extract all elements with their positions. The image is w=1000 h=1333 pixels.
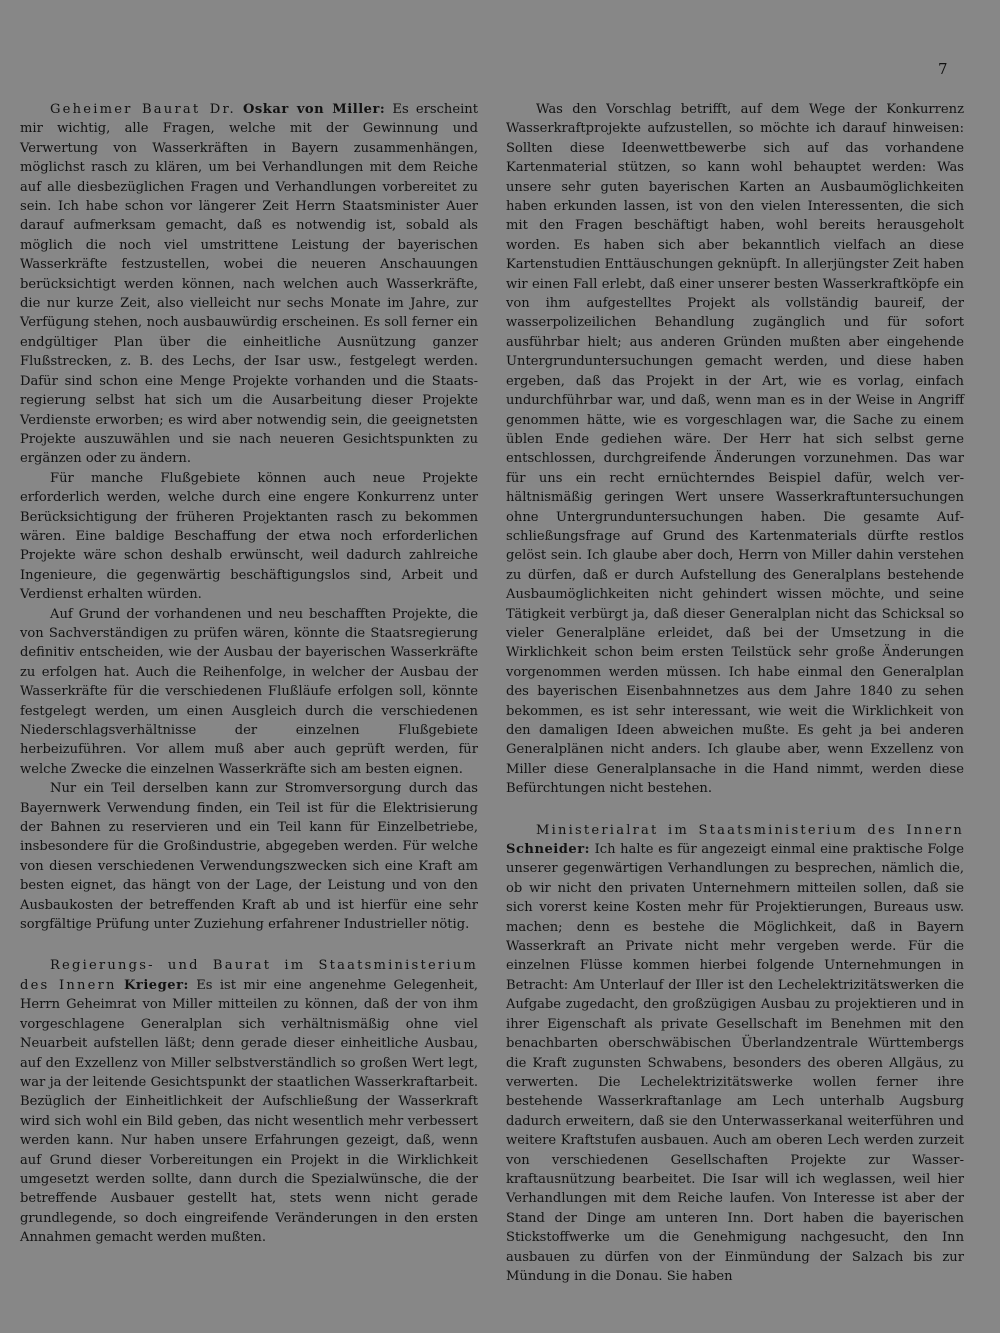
page-number: 7 (938, 60, 948, 78)
speaker-name: Krieger: (124, 977, 189, 993)
speaker-role: Regierungs- und Baurat im Staatsministerium des Innern (20, 958, 478, 993)
speaker-name: Oskar von Miller: (243, 102, 386, 117)
speech-schneider (506, 821, 964, 1287)
paragraph: Für manche Flußgebiete können auch neue Projekte erforderlich werden, welche durch eine engere Konkurrenz unter Berücksichtigung der früheren Projektanten rasch zu bekommen wären. Eine baldige Beschaffung der etwa noch erforderlichen Projekte wäre schon deshalb erwünscht, weil dadurch zahlreiche Ingenieure, die gegenwärtig beschäftigungslos sind, Arbeit und Verdienst erhalten würden. (20, 470, 478, 603)
speech-text: Ich halte es für angezeigt einmal eine praktische Folge unserer gegenwärtigen Verhandlungen zu besprechen, nämlich die, ob wir nicht den privaten Unternehmern mitteilen sollen, daß sie sich vorerst keine Kosten mehr für Projektierungen, Bureaus usw. machen; denn es bestehe die Möglichkeit, daß in Bayern Wasserkraft an Private nicht mehr vergeben werde. Für die einzelnen Flüsse kommen hierbei folgende Unternehmungen in Betracht: Am Unterlauf der Iller ist den Lechelektrizitätswerken die Aufgabe zugedacht, den großzügigen Ausbau zu projektieren und in ihrer Eigenschaft als private Gesellschaft im Benehmen mit den benachbarten oberschwäbischen Überlandzentrale Württembergs die Kraft zugunsten Schwabens, besonders des oberen Allgäus, zu verwerten. Die Lechelektrizitätswerke wollen ferner ihre bestehende Wasserkraftanlage am Lech unterhalb Augsburg dadurch erweitern, daß sie den Unterwasserkanal weiterführen und weitere Kraftstufen ausbauen. Auch am oberen Lech werden zurzeit von verschiedenen Gesellschaften Projekte zur Wasserkraftausnützung bearbeitet. Die Isar will ich weglassen, weil hier Verhandlungen mit dem Reiche laufen. Von Interesse ist aber der Stand der Dinge am unteren Inn. Dort haben die bayerischen Stickstoffwerke um die Genehmigung nachgesucht, den Inn ausbauen zu dürfen von der Einmündung der Salzach bis zur Mündung in die Donau. Sie haben (506, 842, 964, 1284)
speech-text: Es erscheint mir wichtig, alle Fragen, welche mit der Gewinnung und Verwertung von Wasserkräften in Bayern zusammenhängen, möglichst rasch zu klären, um bei Verhandlungen mit dem Reiche auf alle diesbezüglichen Fragen und Verhandlungen vorbereitet zu sein. Ich habe schon vor längerer Zeit Herrn Staatsminister Auer darauf aufmerksam gemacht, daß es notwendig ist, sobald als möglich die noch viel umstrittene Leistung der bayerischen Wasserkräfte festzustellen, wobei die neueren Anschauungen berücksichtigt werden können, nach welchen auch Wasserkräfte, die nur kurze Zeit, also vielleicht nur sechs Monate im Jahre, zur Verfügung stehen, noch ausbauwürdig erscheinen. Es soll ferner ein endgültiger Plan über die einheitliche Ausnützung ganzer Flußstrecken, z. B. des Lechs, der Isar usw., festgelegt werden. Dafür sind schon eine Menge Projekte vorhanden und die Staatsregierung selbst hat sich um die Ausarbeitung dieser Projekte Verdienste erworben; es wird aber notwendig sein, die geeignetsten Projekte auszuwählen und sie nach neueren Gesichtspunkten zu ergänzen oder zu ändern. (20, 102, 478, 467)
text-columns (20, 100, 964, 1284)
speech-text: Es ist mir eine angenehme Gelegenheit, Herrn Geheimrat von Miller mitteilen zu können, daß der von ihm vorgeschlagene Generalplan sich verhältnismäßig ohne viel Neuarbeit aufstellen läßt; denn gerade dieser einheitliche Ausbau, auf den Exzellenz von Miller selbstverständlich so großen Wert legt, war ja der leitende Gesichtspunkt der staatlichen Wasserkraftarbeit. Bezüglich der Einheitlichkeit der Aufschließung der Wasserkraft wird sich wohl ein Bild geben, das nicht wesentlich mehr verbessert werden kann. Nur haben unsere Erfahrungen gezeigt, daß, wenn auf Grund dieser Vorbereitungen ein Projekt in die Wirklichkeit umgesetzt werden sollte, dann durch die Spezialwünsche, die der betreffende Ausbauer gestellt hat, stets wenn nicht gerade grundlegende, so doch eingreifende Veränderungen in den ersten Annahmen gemacht werden mußten. (20, 977, 479, 1246)
speech-miller (20, 100, 478, 469)
left-column (20, 100, 478, 1270)
speech-krieger (20, 956, 478, 1247)
speaker-name: Schneider: (506, 842, 590, 858)
paragraph: Nur ein Teil derselben kann zur Stromversorgung durch das Bayernwerk Verwendung finden, ein Teil ist für die Elektrisierung der Bahnen zu reservieren und ein Teil kann für Einzelbetriebe, insbesondere für die Großindustrie, abgegeben werden. Für welche von diesen verschiedenen Verwendungszwecken sich eine Kraft am besten eignet, das hängt von der Lage, der Leistung und von den Ausbaukosten der betreffenden Kraft ab und ist hierfür eine sehr sorgfältige Prüfung unter Zuziehung erfahrener Industrieller nötig. (20, 781, 478, 933)
speaker-role: Ministerialrat im Staatsministerium des Innern (536, 822, 964, 838)
paragraph: Was den Vorschlag betrifft, auf dem Wege der Konkurrenz Wasserkraftprojekte aufzustellen, so möchte ich darauf hinweisen: Sollten diese Ideenwettbewerbe sich auf das vorhandene Kartenmaterial stützen, so kann wohl behauptet werden: Was unsere sehr guten bayerischen Karten an Ausbaumöglichkeiten haben erkunden lassen, ist von den vielen Interessenten, die sich mit den Fragen beschäftigt haben, wohl bereits herausgeholt worden. Es haben sich aber bekanntlich vielfach an diese Kartenstudien Enttäuschungen geknüpft. In allerjüngster Zeit haben wir einen Fall erlebt, daß einer unserer besten Wasserkraftköpfe ein von ihm aufgestelltes Projekt als vollständig baureif, der wasserpolizeilichen Behandlung zugänglich und für sofort ausführbar hielt; aus anderen Gründen mußten aber eingehende Untergrunduntersuchungen gemacht werden, und diese haben ergeben, daß das Projekt in der Art, wie es vorlag, einfach undurchführbar war, und daß, wenn man es in der Weise in Angriff genommen hätte, wie es vorgeschlagen war, die Sache zu einem üblen Ende gediehen wäre. Der Herr hat sich selbst gerne entschlossen, durchgreifende Änderungen vorzunehmen. Das war für uns ein recht ernüchterndes Beispiel dafür, welch verhältnismäßig geringen Wert unsere Wasserkraftuntersuchungen ohne Untergrunduntersuchungen haben. Die gesamte Aufschließungsfrage auf Grund des Kartenmaterials dürfte restlos gelöst sein. Ich glaube aber doch, Herrn von Miller dahin verstehen zu dürfen, daß er durch Aufstellung des Generalplans bestehende Ausbaumöglichkeiten nicht gehindert wissen möchte, und seine Tätigkeit verbürgt ja, daß dieser Generalplan nicht das Schicksal so vieler Generalpläne erleidet, daß bei der Umsetzung in die Wirklichkeit schon beim ersten Teilstück sehr große Änderungen vorgenommen werden müssen. Ich habe einmal den Generalplan des bayerischen Eisenbahnnetzes aus dem Jahre 1840 zu sehen bekommen, es ist sehr interessant, wie weit die Wirklichkeit von den damaligen Ideen abweichen mußte. Es geht ja bei anderen Generalplänen nicht anders. Ich glaube aber, wenn Exzellenz von Miller diese Generalplansache in die Hand nimmt, werden diese Befürchtungen nicht bestehen. (506, 102, 964, 797)
right-column (506, 100, 964, 1284)
speaker-role: Geheimer Baurat Dr. (50, 102, 236, 117)
paragraph: Auf Grund der vorhandenen und neu beschafften Projekte, die von Sachverständigen zu prüfen wären, könnte die Staatsregierung definitiv entscheiden, wie der Ausbau der bayerischen Wasserkräfte zu erfolgen hat. Auch die Reihenfolge, in welcher der Ausbau der Wasserkräfte für die verschiedenen Flußläufe erfolgen soll, könnte festgelegt werden, um einen Ausgleich durch die verschiedenen Niederschlagsverhältnisse der einzelnen Flußgebiete herbeizuführen. Vor allem muß aber auch geprüft werden, für welche Zwecke die einzelnen Wasserkräfte sich am besten eignen. (20, 606, 478, 777)
